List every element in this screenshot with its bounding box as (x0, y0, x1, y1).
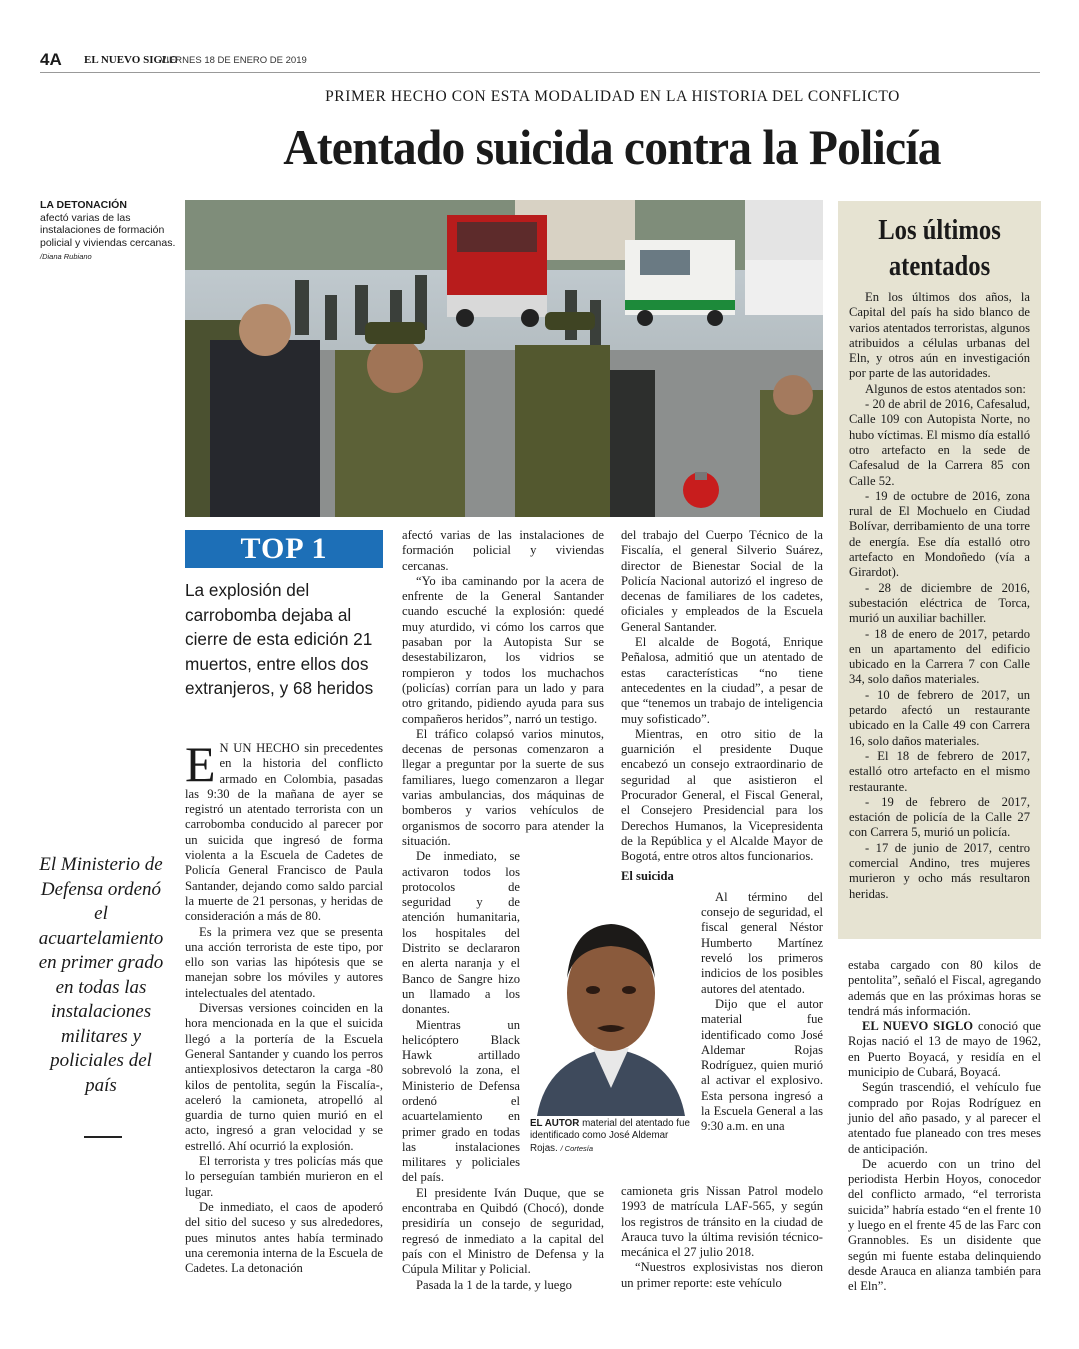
sidebar-paragraph: Algunos de estos atentados son: (865, 381, 1026, 396)
article-paragraph: Es la primera vez que se presenta una acción terrorista de este tipo, por ello son varias las hipótesis que se manejan sobre los móviles y autores intelectuales del atentado. (185, 924, 383, 1000)
photo-credit: /Diana Rubiano (40, 252, 92, 261)
photo-caption (40, 199, 180, 264)
portrait-caption (530, 1118, 690, 1155)
portrait-caption-lead: EL AUTOR (530, 1118, 580, 1129)
sidebar-list-item: - 19 de febrero de 2017, estación de policía de la Calle 27 con Carrera 5, murió un policía. (849, 794, 1030, 840)
pull-quote-rule (84, 1136, 122, 1138)
portrait-credit: / Cortesía (560, 1143, 594, 1153)
article-paragraph: De inmediato, el caos de apoderó del sitio del suceso y sus alrededores, pues minutos antes había terminado una ceremonia interna de la Escuela de Cadetes. La detonación (185, 1199, 383, 1276)
kicker: PRIMER HECHO CON ESTA MODALIDAD EN LA HISTORIA DEL CONFLICTO (325, 88, 900, 105)
article-paragraph: Según trascendió, el vehículo fue comprado por Rojas Rodríguez en junio del año pasado, y al parecer el atentado fue planeado con tres meses de anticipación. (848, 1080, 1041, 1156)
paper-name: EL NUEVO SIGLO (84, 54, 178, 66)
article-column-4 (848, 958, 1041, 1295)
article-paragraph: El alcalde de Bogotá, Enrique Peñalosa, admitió que un atentado de estas características “no tiene antecedentes en la ciudad”, a pesar de que “tenemos un trabajo de inteligencia muy sofisticado”. (621, 635, 823, 726)
header-rule (40, 72, 1040, 73)
article-paragraph: afectó varias de las instalaciones de formación policial y viviendas cercanas. (402, 528, 604, 573)
sidebar-paragraph: En los últimos dos años, la Capital del país ha sido blanco de varios atentados terroristas, algunos atribuidos a células urbanas del Eln, y otros aún en investigación por parte de las autoridades. (849, 290, 1030, 381)
page-folio: 4A (40, 50, 62, 69)
suspect-portrait (527, 898, 695, 1116)
sidebar-list-item: - 17 de junio de 2017, centro comercial Andino, tres mujeres murieron y ocho más resultaron heridas. (849, 840, 1030, 901)
sidebar-list-item: - 10 de febrero de 2017, un petardo afectó un restaurante ubicado en la Calle 49 con Carrera 16, solo daños materiales. (849, 687, 1030, 748)
article-paragraph: “Nuestros explosivistas nos dieron un primer reporte: este vehículo (621, 1260, 823, 1290)
article-paragraph (848, 1019, 1041, 1080)
subhead: El suicida (621, 868, 674, 883)
sidebar-list-item: - 19 de octubre de 2016, zona rural de El Mochuelo en Ciudad Bolívar, derribamiento de una torre de energía. Ese día estalló otro artefacto en Mondoñedo (vía a Girardot). (849, 488, 1030, 580)
lead-text: La explosión del carrobomba dejaba al cierre de esta edición 21 muertos, entre ellos dos extranjeros, y 68 heridos (185, 580, 374, 698)
sidebar-list-item: - 20 de abril de 2016, Cafesalud, Calle 109 con Autopista Norte, no hubo víctimas. El mismo día estalló otro artefacto en la sede de Cafesalud de la Carrera 85 con Calle 52. (849, 397, 1030, 488)
top-label: TOP 1 (185, 530, 383, 568)
article-paragraph: “Yo iba caminando por la acera de enfrente de la General Santander cuando escuché la explosión: quedé muy aturdido, vi cómo los carros que pasaban por la Autopista Sur se desestabilizaron, los vidrios se rompieron y todos los muchachos (policías) corrían para un lado y para otro gritando, pidiendo ayuda para sus compañeros heridos”, narró un testigo. (402, 573, 604, 726)
article-paragraph-text: conoció que Rojas nació el 13 de mayo de 1962, en Puerto Boyacá, y residía en el municipio de Cubará, Boyacá. (848, 1019, 1041, 1080)
article-paragraph: del trabajo del Cuerpo Técnico de la Fiscalía, el general Silverio Suárez, director de Bienestar Social de la Policía Nacional autorizó el ingreso de decenas de familiares de los cadetes, oficiales y empleados de la Escuela General Santander. (621, 528, 823, 634)
article-paragraph: Pasada la 1 de la tarde, y luego (416, 1277, 572, 1292)
portrait-caption-text: material del atentado fue identificado como José Aldemar Rojas. (530, 1118, 690, 1154)
article-paragraph (185, 736, 383, 925)
sidebar-list-item: - El 18 de febrero de 2017, estalló otro artefacto en el mismo restaurante. (849, 748, 1030, 794)
sidebar-list-item: - 28 de diciembre de 2016, subestación eléctrica de Torca, murió un auxiliar bachiller. (849, 580, 1030, 626)
article-paragraph: El terrorista y tres policías más que lo perseguían también murieron en el lugar. (185, 1154, 383, 1199)
article-paragraph: camioneta gris Nissan Patrol modelo 1993 de matrícula LAF-565, y según los registros de tránsito en la ciudad de Arauca tuvo la última revisión técnico-mecánica el 27 julio 2018. (621, 1184, 823, 1260)
article-paragraph: De inmediato, se activaron todos los protocolos de seguridad y de atención humanitaria, los hospitales del Distrito se declararon en alerta naranja y el Banco de Sangre hizo un llamado a los donantes. (402, 849, 520, 1017)
main-photo (185, 200, 823, 517)
sidebar-list-item: - 18 de enero de 2017, petardo en un apartamento del edificio ubicado en la Carrera 7 con Calle 34, solo daños materiales. (849, 626, 1030, 687)
article-column-3-bottom (621, 1184, 823, 1291)
article-paragraph: estaba cargado con 80 kilos de pentolita”, señaló el Fiscal, agregando además que en las próximas horas se tendrá más información. (848, 958, 1041, 1018)
sidebar-title: Los últimos atentados (878, 214, 1001, 282)
article-paragraph: De acuerdo con un trino del periodista Herbin Hoyos, conocedor del conflicto armado, “el terrorista suicida” habría estado “en el frente 10 y luego en el frente 45 de las Farc con Grannobles. Es un disidente que según mi fuente estaba delinquiendo desde Arauca en alianza también para el Eln”. (848, 1156, 1041, 1294)
pull-quote: El Ministerio de Defensa ordenó el acuartelamiento en primer grado en todas las instalaciones militares y policiales del país (38, 854, 164, 1096)
drop-cap: E (185, 736, 216, 792)
article-paragraph: Diversas versiones coinciden en la hora mencionada en la que el suicida llegó a la portería de la Escuela General Santander y cuando los perros antiexplosivos detectaron la carga -80 kilos de pentolita, según la Fiscalía-, aceleró la camioneta, atropelló al guardia de turno quien murió en el acto, ingresó a gran velocidad y se estrelló. Ahí ocurrió la explosión. (185, 1001, 383, 1153)
article-paragraph: Al término del consejo de seguridad, el fiscal general Néstor Humberto Martínez reveló los primeros indicios de los posibles autores del atentado. (701, 889, 823, 996)
article-paragraph-text: N UN HECHO sin precedentes en la historia del conflicto armado en Colombia, pasadas las 9:30 de la mañana de ayer se registró un atentado terrorista con un carrobomba conducido al parecer por un suicida que ingresó de forma violenta a la Escuela de Cadetes de Policía General Francisco de Paula Santander, dejando como saldo parcial la muerte de 21 personas, y heridas de consideración a más de 80. (185, 741, 383, 924)
article-paragraph: El tráfico colapsó varios minutos, decenas de personas comenzaron a llegar a preguntar por la suerte de sus familiares, luego comenzaron a llegar varias ambulancias, dos máquinas de bomberos y varios vehículos de organismos de socorro para atender la situación. (402, 726, 604, 848)
article-paragraph: El presidente Iván Duque, que se encontraba en Quibdó (Chocó), donde presidiría un consejo de seguridad, regresó de inmediato a la capital del país con el Ministro de Defensa y la Cúpula Militar y Policial. (402, 1185, 604, 1277)
article-paragraph: Mientras, en otro sitio de la guarnición el presidente Duque encabezó un consejo extraordinario de seguridad al que asistieron el Procurador General, el Fiscal General, el Consejero Presidencial para los Derechos Humanos, la Vicepresidenta de la República y el Alcalde Mayor de Bogotá, entre otros altos funcionarios. (621, 726, 823, 864)
issue-date: VIERNES 18 DE ENERO DE 2019 (160, 55, 307, 66)
article-paragraph: Mientras un helicóptero Black Hawk artillado sobrevoló la zona, el Ministerio de Defensa ordenó el acuartelamiento en primer grado en todas las instalaciones militares y policiales del país. (402, 1017, 520, 1185)
sidebar-body (849, 290, 1030, 902)
headline: Atentado suicida contra la Policía (283, 119, 941, 175)
photo-caption-text: afectó varias de las instalaciones de formación policial y viviendas cercanas. (40, 211, 176, 249)
article-paragraph: Dijo que el autor material fue identificado como José Aldemar Rojas Rodríguez, quien murió al activar el explosivo. Esta persona ingresó a la Escuela General a las 9:30 a.m. en una (701, 996, 823, 1134)
article-column-1 (185, 736, 383, 1276)
photo-caption-lead: LA DETONACIÓN (40, 199, 127, 211)
paper-name-inline: EL NUEVO SIGLO (862, 1019, 974, 1034)
